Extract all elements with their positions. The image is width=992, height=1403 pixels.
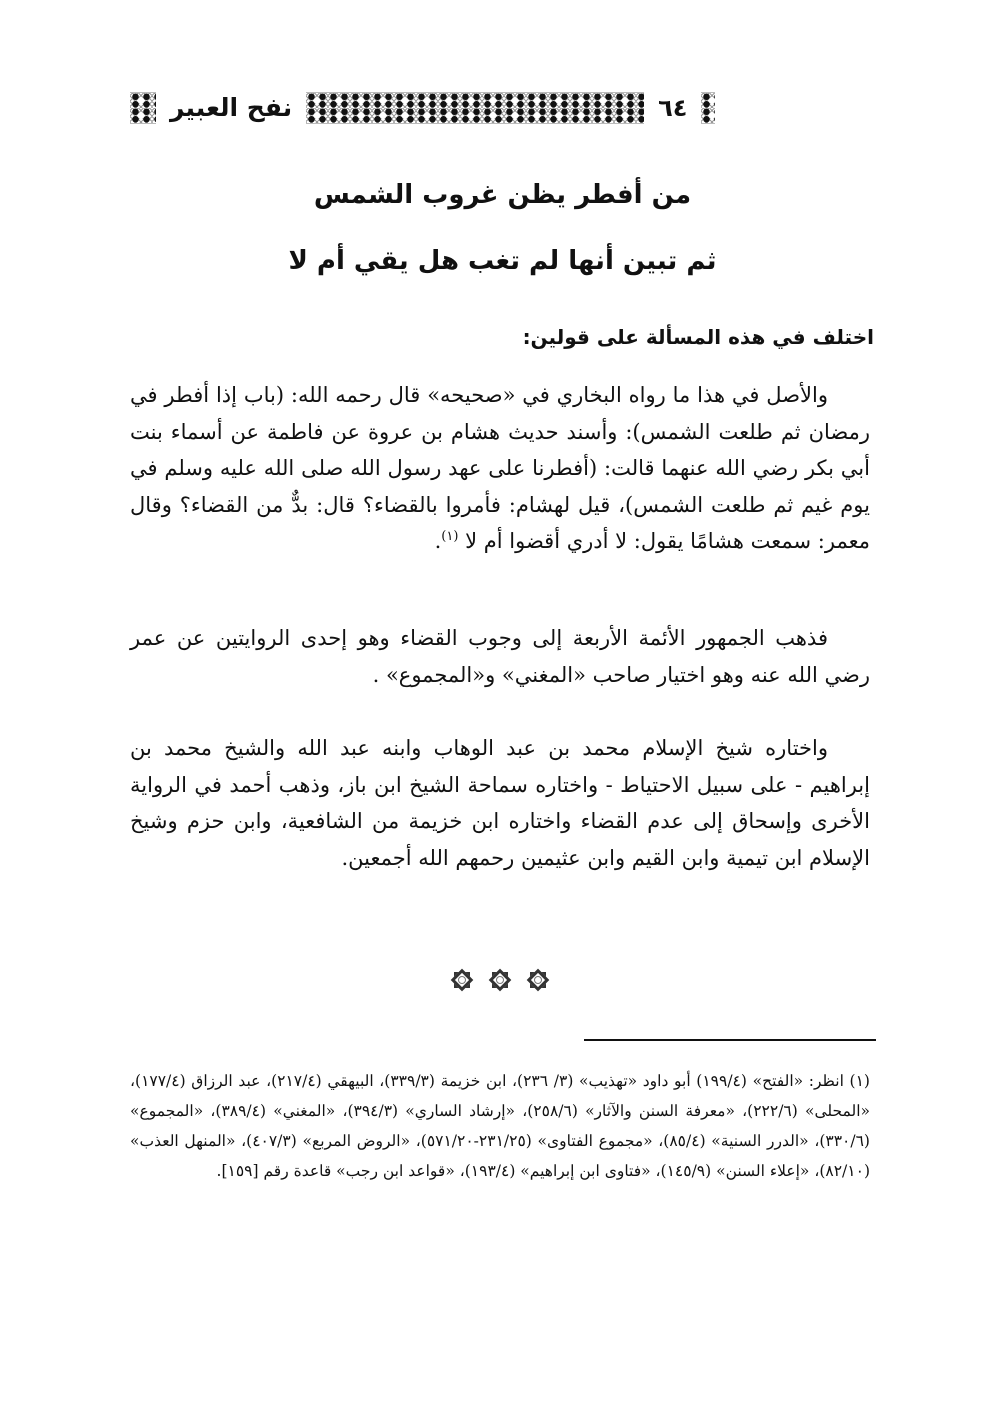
running-header <box>130 90 875 126</box>
chapter-title-line-2: ثم تبين أنها لم تغب هل يقي أم لا <box>288 246 717 276</box>
paragraph-1 <box>130 377 870 560</box>
paragraph-3-text: واختاره شيخ الإسلام محمد بن عبد الوهاب وابنه عبد الله والشيخ محمد بن إبراهيم - على سبيل الاحتياط - واختاره سماحة الشيخ ابن باز، وذهب أحمد في الرواية الأخرى وإسحاق إلى عدم القضاء واختاره ابن خزيمة من الشافعية، وابن حزم وشيخ الإسلام ابن تيمية وابن القيم وابن عثيمين رحمهم الله أجمعين. <box>130 736 870 870</box>
octagram-star-icon <box>526 968 550 992</box>
page-number: ٦٤ <box>658 94 688 122</box>
ornament-border-icon <box>306 92 644 124</box>
paragraph-1-end: . <box>434 529 442 553</box>
footnote-1: (١) انظر: «الفتح» (١٩٩/٤) أبو داود «تهذيب» (٣/ ٢٣٦)، ابن خزيمة (٣٣٩/٣)، البيهقي (٢١٧/٤)، عبد الرزاق (١٧٧/٤)، «المحلى» (٢٢٢/٦)، «معرفة السنن والآثار» (٢٥٨/٦)، «إرشاد الساري» (٣٩٤/٣)، «المغني» (٣٨٩/٤)، «المجموع» (٣٣٠/٦)، «الدرر السنية» (٨٥/٤)، «مجموع الفتاوى» (٢٣١/٢٥-٥٧١/٢٠)، «الروض المربع» (٤٠٧/٣)، «المنهل العذب» (٨٢/١٠)، «إعلاء السنن» (١٤٥/٩)، «فتاوى ابن إبراهيم» (١٩٣/٤)، «قواعد ابن رجب» قاعدة رقم [١٥٩]. <box>130 1072 871 1180</box>
ornament-border-icon <box>130 92 156 124</box>
footnotes <box>130 1066 870 1186</box>
paragraph-1-text: والأصل في هذا ما رواه البخاري في «صحيحه» قال رحمه الله: (باب إذا أفطر في رمضان ثم طلعت الشمس): وأسند حديث هشام بن عروة عن فاطمة عن أسماء بنت أبي بكر رضي الله عنهما قالت: (أفطرنا على عهد رسول الله صلى الله عليه وسلم في يوم غيم ثم طلعت الشمس)، قيل لهشام: فأمروا بالقضاء؟ قال: بدٌّ من القضاء؟ وقال معمر: سمعت هشامًا يقول: لا أدري أقضوا أم لا <box>130 383 870 553</box>
octagram-star-icon <box>488 968 512 992</box>
footnote-divider <box>584 1039 876 1041</box>
chapter-title-line-1: من أفطر يظن غروب الشمس <box>313 180 692 210</box>
paragraph-2-text: فذهب الجمهور الأئمة الأربعة إلى وجوب القضاء وهو إحدى الروايتين عن عمر رضي الله عنه وهو اختيار صاحب «المغني» و«المجموع» . <box>130 626 870 687</box>
footnote-reference[interactable]: (١) <box>441 529 459 544</box>
section-separator <box>450 968 550 998</box>
ornament-border-icon <box>701 92 715 124</box>
section-subheading: اختلف في هذه المسألة على قولين: <box>522 325 874 349</box>
paragraph-3 <box>130 730 870 876</box>
octagram-star-icon <box>450 968 474 992</box>
book-title: نفح العبير <box>170 93 293 122</box>
paragraph-2 <box>130 620 870 693</box>
